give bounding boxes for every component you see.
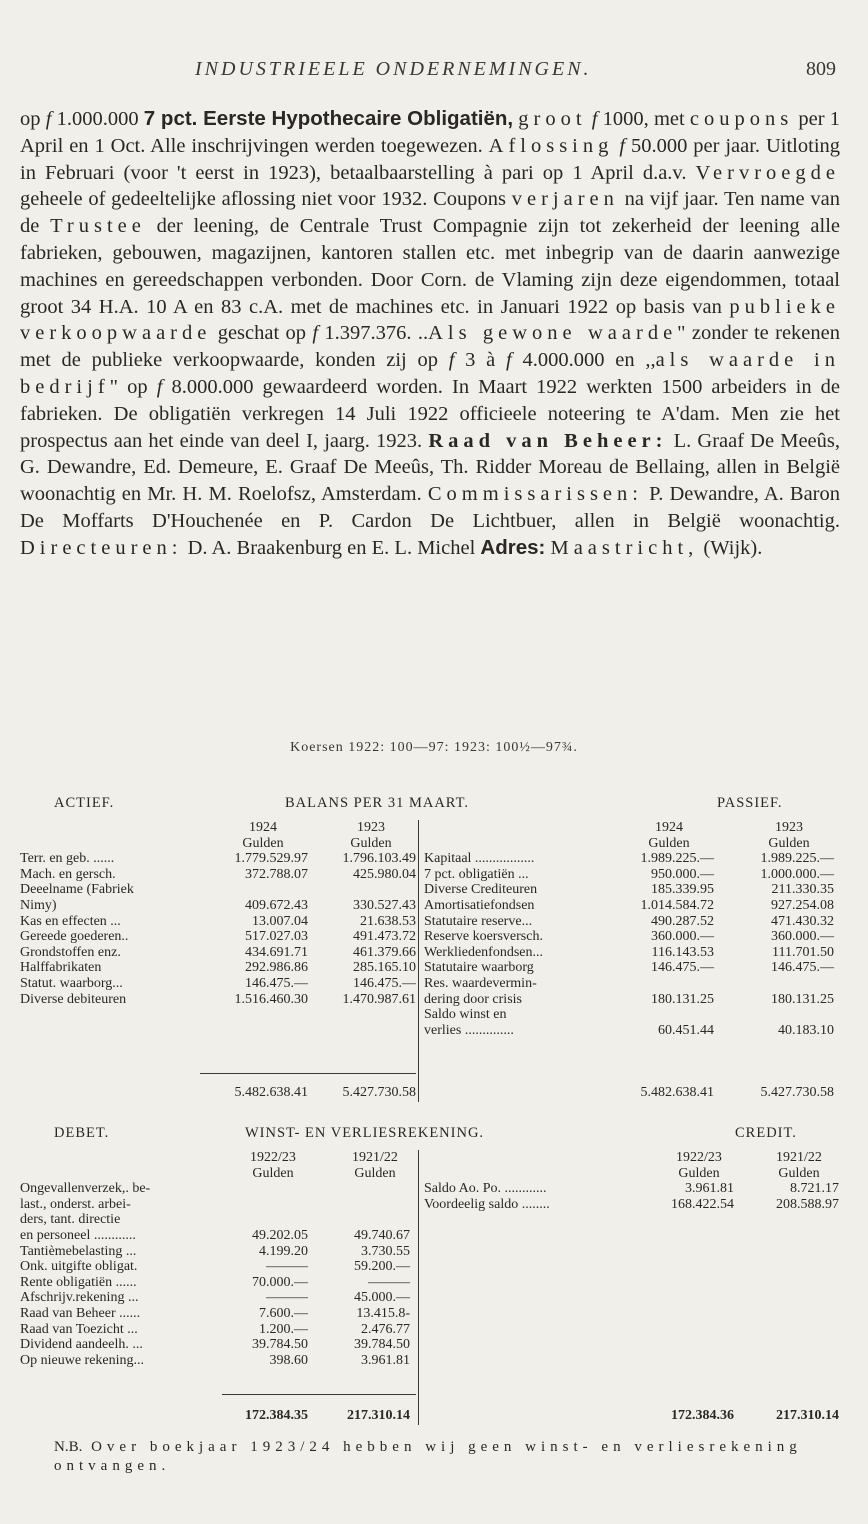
value-col-1: 146.475.— <box>245 975 308 991</box>
credit-unit-2: Gulden <box>778 1165 820 1181</box>
text-run: f <box>45 108 52 130</box>
row-label: Afschrijv.rekening ... <box>20 1290 139 1306</box>
footnote-text: Over boekjaar 1923/24 hebben wij geen winst- en verliesrekening ontvangen. <box>54 1439 802 1474</box>
text-run: Commissarissen: <box>427 483 643 506</box>
text-run: f <box>506 349 512 372</box>
credit-unit-1: Gulden <box>678 1165 720 1181</box>
value-col-1: 1.200.— <box>259 1321 308 1337</box>
text-run: 1.000.000 <box>51 108 144 130</box>
value-col-2: 425.980.04 <box>353 866 416 882</box>
value-col-2: 471.430.32 <box>771 913 834 929</box>
value-col-2: 1.796.103.49 <box>342 851 416 867</box>
value-col-2: 39.784.50 <box>354 1337 410 1353</box>
credit-rows <box>424 1181 844 1212</box>
value-col-1: 1.516.460.30 <box>234 991 308 1007</box>
credit-unit-row <box>424 1166 844 1182</box>
debet-row <box>20 1337 415 1353</box>
balance-title: BALANS PER 31 MAART. <box>285 795 470 811</box>
debet-year-2: 1921/22 <box>352 1150 398 1165</box>
debet-unit-2: Gulden <box>354 1165 396 1181</box>
debet-total-rule <box>222 1394 416 1395</box>
actief-row <box>20 898 415 914</box>
value-col-2: 208.588.97 <box>776 1196 839 1212</box>
text-run: " zonder te rekenen met de publieke verkoopwaarde, konden zij op <box>20 322 840 372</box>
value-col-2: 491.473.72 <box>353 929 416 945</box>
footnote-lead: N.B. <box>54 1439 83 1455</box>
row-label: Rente obligatiën ...... <box>20 1274 137 1290</box>
row-label: 7 pct. obligatiën ... <box>424 866 529 882</box>
actief-unit-row <box>20 836 415 852</box>
value-col-2: 49.740.67 <box>354 1227 410 1243</box>
value-col-2: 45.000.— <box>354 1290 410 1306</box>
passief-row <box>424 1007 844 1023</box>
credit-totals <box>424 1408 844 1424</box>
value-col-2: ——— <box>368 1274 410 1290</box>
row-label: Res. waardevermin- <box>424 975 537 991</box>
row-label: Kapitaal ................. <box>424 851 535 867</box>
value-col-2: 461.379.66 <box>353 944 416 960</box>
row-label: Diverse debiteuren <box>20 991 127 1007</box>
text-run: coupons <box>689 108 794 130</box>
credit-year-1: 1922/23 <box>676 1150 722 1165</box>
actief-row <box>20 960 415 976</box>
passief-row <box>424 992 844 1008</box>
text-run: Raad van Beheer: <box>428 429 668 452</box>
credit-total-row <box>424 1408 844 1424</box>
actief-unit-1: Gulden <box>242 835 284 851</box>
text-run: groot <box>518 108 587 130</box>
value-col-1: 490.287.52 <box>651 913 714 929</box>
debet-rows <box>20 1181 415 1368</box>
passief-unit-1: Gulden <box>648 835 690 851</box>
row-label: ders, tant. directie <box>20 1212 121 1228</box>
passief-heading: PASSIEF. <box>717 795 783 811</box>
actief-row <box>20 992 415 1008</box>
text-run: geheele of gedeeltelijke aflossing niet voor 1932. Coupons <box>20 188 512 211</box>
running-head <box>0 58 868 88</box>
text-run: 1000, met <box>597 108 690 130</box>
text-run: P. Dewandre, A. Baron De Moffarts D'Houchenée en P. Cardon De Lichtbuer, allen in België woonachtig. <box>20 483 840 532</box>
value-col-1: 372.788.07 <box>245 866 308 882</box>
actief-total-rule <box>200 1073 416 1074</box>
value-col-1: 517.027.03 <box>245 929 308 945</box>
debet-row <box>20 1322 415 1338</box>
debet-row <box>20 1228 415 1244</box>
text-run: Als gewone waarde <box>428 322 678 345</box>
actief-unit-2: Gulden <box>350 835 392 851</box>
row-label: Statutaire waarborg <box>424 960 534 976</box>
value-col-2: 285.165.10 <box>353 960 416 976</box>
text-run: 50.000 per jaar. Uitloting in Februari (voor 't eerst in 1923), betaalbaarstelling à pari op 1 April d.a.v. <box>20 134 841 184</box>
debet-unit-row <box>20 1166 415 1182</box>
value-col-1: ——— <box>266 1290 308 1306</box>
row-label: Raad van Beheer ...... <box>20 1305 141 1321</box>
debet-row <box>20 1353 415 1369</box>
text-run: f <box>619 134 626 157</box>
value-col-1: 434.691.71 <box>245 944 308 960</box>
row-label: Statutaire reserve... <box>424 913 533 929</box>
row-label: Saldo winst en <box>424 1007 507 1023</box>
value-col-1: 185.339.95 <box>651 882 714 898</box>
debet-row <box>20 1259 415 1275</box>
text-run: f <box>312 322 319 345</box>
value-col-2: 59.200.— <box>354 1259 410 1275</box>
debet-row <box>20 1306 415 1322</box>
value-col-1: 7.600.— <box>259 1305 308 1321</box>
value-col-1: 292.986.86 <box>245 960 308 976</box>
credit-row <box>424 1181 844 1197</box>
value-col-1: 49.202.05 <box>252 1227 308 1243</box>
page-number: 809 <box>806 58 836 80</box>
debet-year-1: 1922/23 <box>250 1150 296 1165</box>
text-run: L. Graaf De Meeûs, G. Dewandre, Ed. Demeure, E. Graaf De Meeûs, Th. Ridder Moreau de Bellaing, allen in België woonachtig en Mr. H. M. Roelofsz, Amsterdam. <box>20 429 841 506</box>
actief-row <box>20 945 415 961</box>
passief-rows <box>424 851 844 1038</box>
passief-year-2: 1923 <box>775 820 803 835</box>
credit-heading: CREDIT. <box>735 1125 797 1141</box>
row-label: Mach. en gersch. <box>20 866 116 882</box>
actief-year-1: 1924 <box>249 820 277 835</box>
row-label: Ongevallenverzek,. be- <box>20 1181 151 1197</box>
text-run: f <box>156 375 163 398</box>
actief-row <box>20 851 415 867</box>
credit-total-1: 172.384.36 <box>671 1408 734 1423</box>
debet-row <box>20 1275 415 1291</box>
value-col-1: ——— <box>266 1259 308 1275</box>
debet-heading: DEBET. <box>54 1125 110 1141</box>
text-run: 1.397.376. .. <box>318 322 429 345</box>
value-col-2: 13.415.8- <box>356 1305 410 1321</box>
value-col-1: 409.672.43 <box>245 897 308 913</box>
passief-row <box>424 1023 844 1039</box>
company-description <box>20 106 840 562</box>
text-run: " op <box>109 375 157 398</box>
text-run: 4.000.000 en ,, <box>511 349 656 372</box>
text-run: 7 pct. Eerste Hypothecaire Obligatiën, <box>143 107 514 130</box>
value-col-2: 3.730.55 <box>361 1243 410 1259</box>
value-col-2: 330.527.43 <box>353 897 416 913</box>
value-col-1: 4.199.20 <box>259 1243 308 1259</box>
passief-unit-2: Gulden <box>768 835 810 851</box>
value-col-1: 360.000.— <box>651 929 714 945</box>
value-col-1: 180.131.25 <box>651 991 714 1007</box>
passief-year-1: 1924 <box>655 820 683 835</box>
text-run: 8.000.000 gewaardeerd worden. In Maart 1922 werkten 1500 arbeiders in de fabrieken. De obligatiën verkregen 14 Juli 1922 officieele noteering te A'dam. Men zie het prospectus aan het einde van deel I, jaarg. 1923. <box>20 375 840 452</box>
actief-row <box>20 976 415 992</box>
row-label: Reserve koersversch. <box>424 929 543 945</box>
row-label: Dividend aandeelh. ... <box>20 1337 143 1353</box>
text-run: f <box>448 349 455 372</box>
value-col-2: 146.475.— <box>771 960 834 976</box>
value-col-2: 1.000.000.— <box>760 866 834 882</box>
footnote <box>54 1438 854 1476</box>
debet-total-1: 172.384.35 <box>245 1408 308 1423</box>
row-label: Op nieuwe rekening... <box>20 1352 145 1368</box>
row-label: dering door crisis <box>424 991 522 1007</box>
row-label: Deeelname (Fabriek <box>20 882 134 898</box>
actief-total-row <box>20 1085 415 1101</box>
row-label: Raad van Toezicht ... <box>20 1321 138 1337</box>
debet-year-row <box>20 1150 415 1166</box>
passief-total-row <box>424 1085 844 1101</box>
value-col-1: 950.000.— <box>651 866 714 882</box>
value-col-1: 168.422.54 <box>671 1196 734 1212</box>
row-label: Diverse Crediteuren <box>424 882 538 898</box>
value-col-2: 40.183.10 <box>778 1022 834 1038</box>
text-run: f <box>591 108 598 130</box>
row-label: Nimy) <box>20 897 57 913</box>
value-col-2: 146.475.— <box>353 975 416 991</box>
value-col-2: 2.476.77 <box>361 1321 410 1337</box>
debet-total-2: 217.310.14 <box>347 1408 410 1423</box>
value-col-1: 146.475.— <box>651 960 714 976</box>
passief-totals <box>424 1085 844 1101</box>
value-col-2: 8.721.17 <box>790 1181 839 1197</box>
text-run: na vijf jaar. Ten name van de <box>20 188 840 238</box>
row-label: Gereede goederen.. <box>20 929 129 945</box>
value-col-1: 60.451.44 <box>658 1022 714 1038</box>
text-run: publieke verkoopwaarde <box>20 295 840 345</box>
actief-heading: ACTIEF. <box>54 795 115 811</box>
debet-row <box>20 1181 415 1197</box>
text-run: 3 à <box>454 349 507 372</box>
passief-table <box>424 820 844 1038</box>
profit-loss-title: WINST- EN VERLIESREKENING. <box>245 1125 485 1141</box>
text-run: der leening, de Centrale Trust Compagnie zijn tot zekerheid der leening alle fabrieken, gebouwen, magazijnen, kantoren stallen etc. met inbegrip van de daarin aanwezige machines en gereedschappen verbonden. Door Corn. de Vlaming zijn deze eigendommen, totaal groot 34 H.A. 10 A en 83 c.A. met de machines etc. in Januari 1922 op basis van <box>20 215 840 318</box>
text-run: D. A. Braakenburg en E. L. Michel <box>182 536 481 559</box>
passief-row <box>424 882 844 898</box>
passief-row <box>424 914 844 930</box>
value-col-1: 1.779.529.97 <box>234 851 308 867</box>
balance-divider <box>418 820 419 1102</box>
running-title: INDUSTRIEELE ONDERNEMINGEN. <box>195 58 592 80</box>
passief-row <box>424 929 844 945</box>
actief-totals <box>20 1085 415 1101</box>
text-run: Maastricht, <box>550 536 699 559</box>
value-col-1: 70.000.— <box>252 1274 308 1290</box>
value-col-1: 13.007.04 <box>252 913 308 929</box>
value-col-2: 21.638.53 <box>360 913 416 929</box>
text-run: op <box>20 108 46 130</box>
debet-unit-1: Gulden <box>252 1165 294 1181</box>
row-label: Grondstoffen enz. <box>20 944 121 960</box>
passief-row <box>424 945 844 961</box>
row-label: Onk. uitgifte obligat. <box>20 1259 138 1275</box>
passief-unit-row <box>424 836 844 852</box>
value-col-1: 116.143.53 <box>651 944 714 960</box>
value-col-2: 111.701.50 <box>772 944 834 960</box>
actief-year-2: 1923 <box>357 820 385 835</box>
value-col-1: 1.989.225.— <box>640 851 714 867</box>
text-run: Vervroegde <box>695 161 840 184</box>
actief-rows <box>20 851 415 1007</box>
text-run: (Wijk). <box>698 536 763 559</box>
row-label: Kas en effecten ... <box>20 913 121 929</box>
actief-row <box>20 882 415 898</box>
text-run: als waarde in bedrijf <box>20 349 840 398</box>
actief-row <box>20 914 415 930</box>
debet-row <box>20 1197 415 1213</box>
row-label: Werkliedenfondsen... <box>424 944 543 960</box>
credit-row <box>424 1197 844 1213</box>
passief-year-row <box>424 820 844 836</box>
value-col-2: 180.131.25 <box>771 991 834 1007</box>
value-col-1: 39.784.50 <box>252 1337 308 1353</box>
row-label: Statut. waarborg... <box>20 975 123 991</box>
value-col-2: 927.254.08 <box>771 897 834 913</box>
row-label: Terr. en geb. ...... <box>20 851 115 867</box>
passief-row <box>424 976 844 992</box>
value-col-2: 1.989.225.— <box>760 851 834 867</box>
debet-row <box>20 1244 415 1260</box>
text-run: Aflossing <box>488 134 614 157</box>
row-label: Tantièmebelasting ... <box>20 1243 137 1259</box>
row-label: Saldo Ao. Po. ............ <box>424 1181 547 1197</box>
text-run: Adres: <box>480 535 546 559</box>
credit-year-2: 1921/22 <box>776 1150 822 1165</box>
value-col-1: 1.014.584.72 <box>640 897 714 913</box>
actief-row <box>20 867 415 883</box>
value-col-1: 3.961.81 <box>685 1181 734 1197</box>
row-label: Amortisatiefondsen <box>424 897 535 913</box>
value-col-2: 360.000.— <box>771 929 834 945</box>
credit-year-row <box>424 1150 844 1166</box>
credit-table <box>424 1150 844 1212</box>
actief-row <box>20 929 415 945</box>
quotation-line: Koersen 1922: 100—97: 1923: 100½—97¾. <box>290 740 578 755</box>
profit-loss-divider <box>418 1150 419 1425</box>
actief-total-1923: 5.427.730.58 <box>342 1085 416 1100</box>
text-run: per 1 April en 1 Oct. Alle inschrijvingen werden toegewezen. <box>20 108 841 157</box>
debet-row <box>20 1290 415 1306</box>
passief-row <box>424 851 844 867</box>
actief-total-1924: 5.482.638.41 <box>234 1085 308 1100</box>
value-col-2: 3.961.81 <box>361 1352 410 1368</box>
row-label: en personeel ............ <box>20 1227 136 1243</box>
value-col-2: 211.330.35 <box>771 882 834 898</box>
row-label: Halffabrikaten <box>20 960 102 976</box>
text-run: Trustee <box>50 215 146 238</box>
text-run: geschat op <box>211 322 313 345</box>
passief-row <box>424 898 844 914</box>
row-label: verlies .............. <box>424 1022 514 1038</box>
text-run: Directeuren: <box>20 536 183 559</box>
value-col-1: 398.60 <box>269 1352 308 1368</box>
description-paragraph <box>20 106 840 562</box>
debet-row <box>20 1212 415 1228</box>
credit-total-2: 217.310.14 <box>776 1408 839 1423</box>
passief-row <box>424 867 844 883</box>
value-col-2: 1.470.987.61 <box>342 991 416 1007</box>
debet-totals <box>20 1408 415 1424</box>
row-label: Voordeelig saldo ........ <box>424 1196 550 1212</box>
passief-total-1924: 5.482.638.41 <box>640 1085 714 1100</box>
actief-table <box>20 820 415 1007</box>
debet-total-row <box>20 1408 415 1424</box>
row-label: last., onderst. arbei- <box>20 1196 131 1212</box>
debet-table <box>20 1150 415 1368</box>
text-run: verjaren <box>511 188 619 211</box>
passief-total-1923: 5.427.730.58 <box>760 1085 834 1100</box>
passief-row <box>424 960 844 976</box>
actief-year-row <box>20 820 415 836</box>
